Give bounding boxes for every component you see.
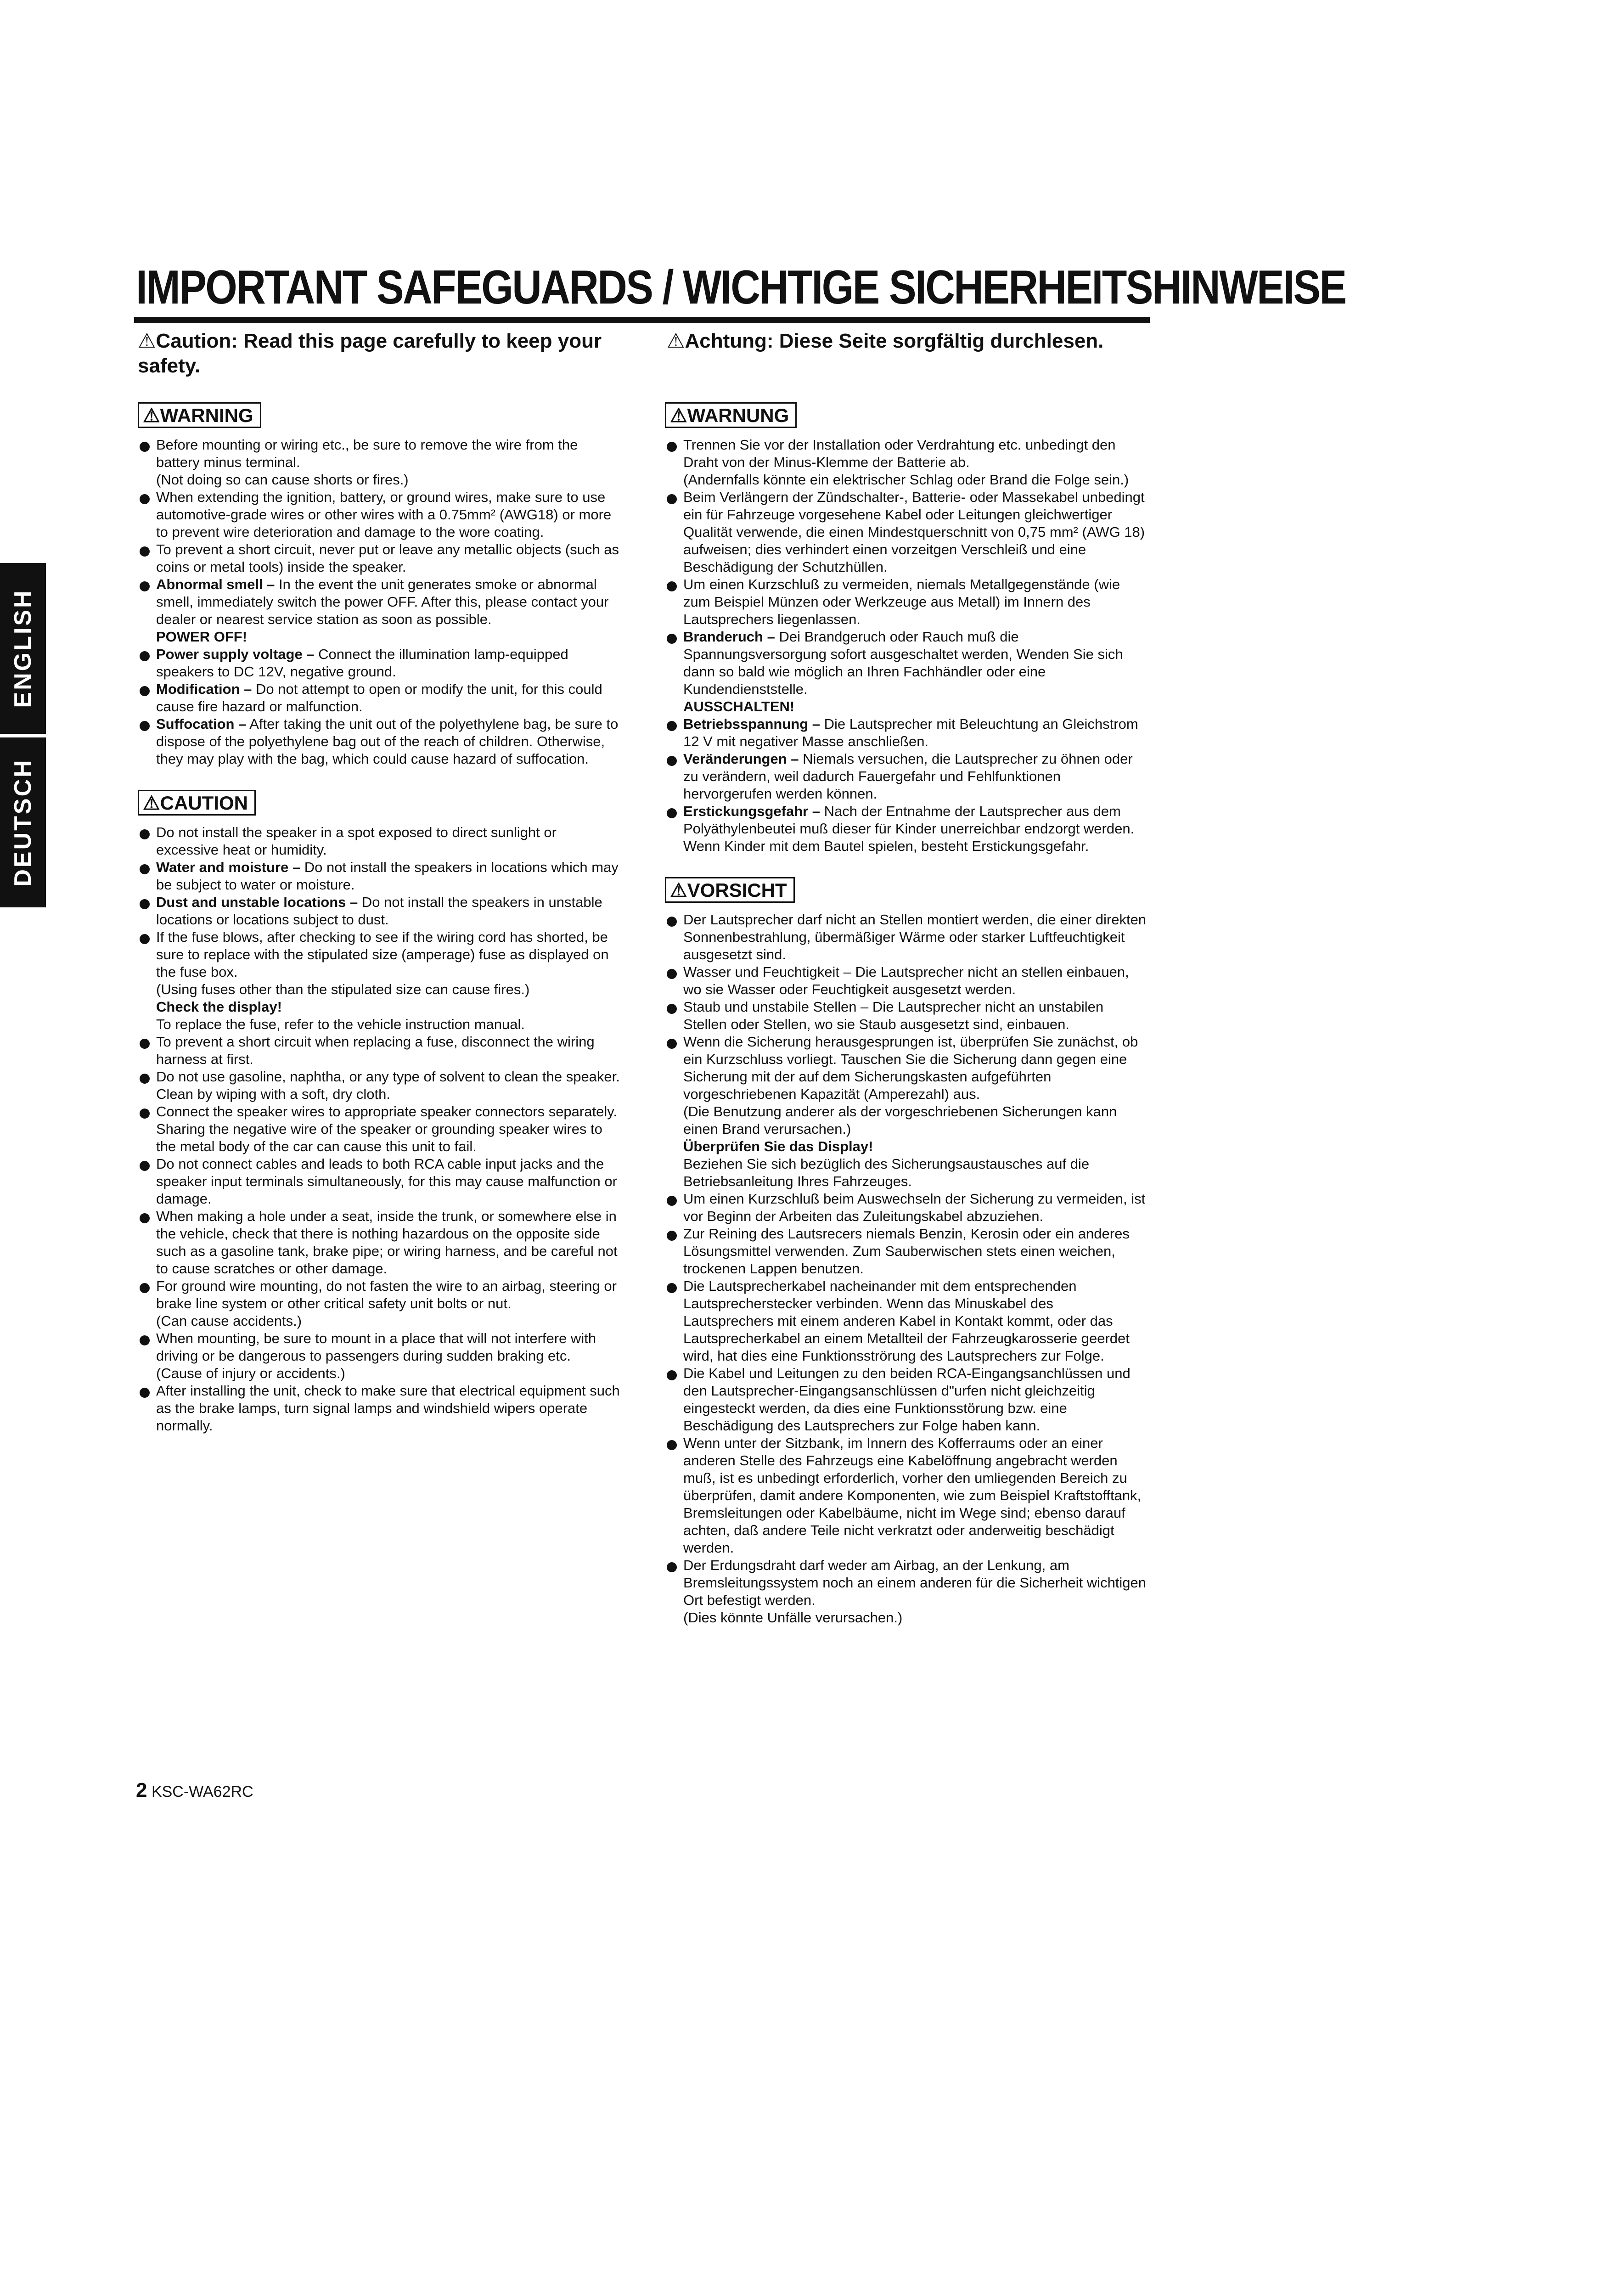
item-text: Wenn die Sicherung herausgesprungen ist, überprüfen Sie zunächst, ob ein Kurzschluss vorliegt. Tauschen Sie die Sicherung dann gegen eine Sicherung mit der auf dem Sicherungskasten aufgeführten vorgeschriebenen Kapazität (Amperezahl) aus. bbox=[683, 1034, 1138, 1102]
list-item bbox=[138, 1103, 620, 1155]
warning-triangle-icon: ⚠ bbox=[670, 879, 687, 901]
list-item bbox=[138, 859, 620, 894]
item-lead: Betriebsspannung – bbox=[683, 716, 820, 732]
item-text: Zur Reining des Lautsrecers niemals Benzin, Kerosin oder ein anderes Lösungsmittel verwenden. Zum Sauberwischen stets einen weichen, trockenen Lappen benutzen. bbox=[683, 1226, 1130, 1277]
list-item bbox=[665, 1277, 1147, 1365]
list-item bbox=[665, 1225, 1147, 1277]
item-note: Beziehen Sie sich bezüglich des Sicherungsaustausches auf die Betriebsanleitung Ihres Fahrzeuges. bbox=[683, 1156, 1090, 1189]
column-english bbox=[138, 402, 620, 1435]
warning-triangle-icon: ⚠ bbox=[143, 792, 160, 814]
item-lead: Suffocation – bbox=[156, 716, 247, 732]
warning-triangle-icon: ⚠ bbox=[670, 405, 687, 426]
list-item bbox=[665, 803, 1147, 855]
item-text: Beim Verlängern der Zündschalter-, Batterie- oder Massekabel unbedingt ein für Fahrzeuge vorgesehene Kabel oder Leitungen gleichwertiger Qualität verwende, die einen Mindestquerschnitt von 0,75 mm² (AWG 18) aufweisen; dies verhindert einen vorzeitgen Verschleiß und eine Beschädigung der Schutzhüllen. bbox=[683, 489, 1145, 575]
list-item bbox=[138, 1330, 620, 1382]
item-text: When making a hole under a seat, inside the trunk, or somewhere else in the vehicle, check that there is nothing hazardous on the opposite side such as a gasoline tank, brake pipe; or wiring harness, and be careful not to cause scratches or other damage. bbox=[156, 1208, 618, 1277]
caution-heading-en-text: Caution: Read this page carefully to keep your safety. bbox=[138, 330, 602, 377]
caution-list-en bbox=[138, 824, 620, 1435]
list-item bbox=[138, 894, 620, 929]
list-item bbox=[138, 715, 620, 768]
list-item bbox=[665, 911, 1147, 963]
list-item bbox=[665, 576, 1147, 628]
item-emphasis: POWER OFF! bbox=[156, 629, 248, 645]
caution-list-de bbox=[665, 911, 1147, 1626]
warning-triangle-icon: ⚠ bbox=[138, 330, 156, 352]
warning-label-en bbox=[138, 402, 261, 428]
item-emphasis: AUSSCHALTEN! bbox=[683, 698, 795, 715]
model-number: KSC-WA62RC bbox=[151, 1783, 253, 1801]
tab-english bbox=[0, 563, 46, 734]
column-deutsch bbox=[665, 402, 1147, 1626]
list-item bbox=[138, 646, 620, 681]
item-note: (Cause of injury or accidents.) bbox=[156, 1365, 345, 1381]
list-item bbox=[138, 929, 620, 1033]
list-item bbox=[665, 1033, 1147, 1190]
list-item bbox=[138, 1155, 620, 1208]
item-lead: Power supply voltage – bbox=[156, 646, 315, 662]
item-text: Niemals versuchen, die Lautsprecher zu öhnen oder zu verändern, weil dadurch Fauergefahr und Fehlfunktionen hervorgerufen werden können. bbox=[683, 751, 1133, 802]
list-item bbox=[665, 1435, 1147, 1557]
list-item bbox=[138, 824, 620, 859]
list-item bbox=[665, 998, 1147, 1033]
item-lead: Modification – bbox=[156, 681, 252, 697]
list-item bbox=[138, 541, 620, 576]
list-item bbox=[138, 1382, 620, 1435]
item-text: Der Erdungsdraht darf weder am Airbag, an der Lenkung, am Bremsleitungssystem noch an einem anderen für die Sicherheit wichtigen Ort befestigt werden. bbox=[683, 1557, 1147, 1608]
item-note: (Die Benutzung anderer als der vorgeschriebenen Sicherungen kann einen Brand verursachen.) bbox=[683, 1103, 1117, 1137]
item-text: Do not use gasoline, naphtha, or any type of solvent to clean the speaker. Clean by wiping with a soft, dry cloth. bbox=[156, 1069, 620, 1102]
list-item bbox=[138, 1208, 620, 1277]
caution-label-de-text: VORSICHT bbox=[687, 879, 787, 901]
warning-list-en bbox=[138, 436, 620, 768]
caution-heading-en bbox=[138, 329, 624, 378]
caution-label-en-text: CAUTION bbox=[160, 792, 248, 814]
list-item bbox=[138, 1277, 620, 1330]
item-text: To prevent a short circuit, never put or leave any metallic objects (such as coins or metal tools) inside the speaker. bbox=[156, 541, 619, 575]
item-lead: Water and moisture – bbox=[156, 859, 301, 875]
caution-label-de bbox=[665, 877, 795, 903]
warning-triangle-icon: ⚠ bbox=[143, 405, 160, 426]
item-note: (Can cause accidents.) bbox=[156, 1313, 302, 1329]
list-item bbox=[665, 436, 1147, 489]
item-text: For ground wire mounting, do not fasten the wire to an airbag, steering or brake line system or other critical safety unit bolts or nut. bbox=[156, 1278, 617, 1311]
list-item bbox=[665, 1365, 1147, 1435]
item-note: (Dies könnte Unfälle verursachen.) bbox=[683, 1609, 903, 1626]
item-text: When mounting, be sure to mount in a place that will not interfere with driving or be dangerous to passengers during sudden braking etc. bbox=[156, 1330, 596, 1364]
caution-heading-de-text: Achtung: Diese Seite sorgfältig durchlesen. bbox=[685, 330, 1104, 352]
list-item bbox=[665, 1557, 1147, 1626]
item-text: Die Kabel und Leitungen zu den beiden RCA-Eingangsanchlüssen und den Lautsprecher-Eingangsanschlüssen d"urfen nicht gleichzeitig eingesteckt werden, da dies eine Funktionsstörung bzw. eine Beschädigung des Lautsprechers zur Folge haben kann. bbox=[683, 1365, 1131, 1434]
item-text: Before mounting or wiring etc., be sure to remove the wire from the battery minus terminal. bbox=[156, 437, 578, 470]
item-text: Do not attempt to open or modify the unit, for this could cause fire hazard or malfunction. bbox=[156, 681, 602, 715]
tab-deutsch-label: DEUTSCH bbox=[10, 758, 36, 887]
list-item bbox=[138, 576, 620, 646]
item-text: Wenn unter der Sitzbank, im Innern des Kofferraums oder an einer anderen Stelle des Fahrzeugs eine Kabelöffnung angebracht werden muß, ist es unbedingt erforderlich, vorher den umliegenden Bereich zu überprüfen, damit andere Komponenten, wie zum Beispiel Kraftstofftank, Bremsleitungen oder Kabelbäume, nicht im Wege sind; ebenso darauf achten, daß andere Teile nicht verkratzt oder anderweitig beschädigt werden. bbox=[683, 1435, 1142, 1556]
title-rule bbox=[134, 317, 1150, 323]
item-text: If the fuse blows, after checking to see if the wiring cord has shorted, be sure to replace with the stipulated size (amperage) fuse as displayed on the fuse box. bbox=[156, 929, 609, 980]
item-text: Nach der Entnahme der Lautsprecher aus dem Polyäthylenbeutei muß dieser für Kinder unerreichbar endzorgt werden. Wenn Kinder mit dem Bautel spielen, besteht Erstickungsgefahr. bbox=[683, 803, 1135, 854]
tab-deutsch bbox=[0, 737, 46, 907]
tab-english-label: ENGLISH bbox=[10, 589, 36, 708]
item-text: Der Lautsprecher darf nicht an Stellen montiert werden, die einer direkten Sonnenbestrahlung, übermäßiger Wärme oder starker Luftfeuchtigkeit ausgesetzt sind. bbox=[683, 912, 1147, 962]
list-item bbox=[665, 963, 1147, 998]
warning-triangle-icon: ⚠ bbox=[667, 330, 685, 352]
item-text: Do not connect cables and leads to both RCA cable input jacks and the speaker input terminals simultaneously, for this may cause malfunction or damage. bbox=[156, 1156, 617, 1207]
item-text: After taking the unit out of the polyethylene bag, be sure to dispose of the polyethylene bag out of the reach of children. Otherwise, they may play with the bag, which could cause hazard of suffocation. bbox=[156, 716, 619, 767]
caution-label-en bbox=[138, 790, 256, 816]
item-note: (Using fuses other than the stipulated size can cause fires.) bbox=[156, 981, 530, 997]
list-item bbox=[138, 1033, 620, 1068]
item-text: Do not install the speakers in locations which may be subject to water or moisture. bbox=[156, 859, 619, 893]
item-text: Do not install the speakers in unstable locations or locations subject to dust. bbox=[156, 894, 602, 928]
item-text: Um einen Kurzschluß beim Auswechseln der Sicherung zu vermeiden, ist vor Beginn der Arbeiten das Zuleitungskabel abzuziehen. bbox=[683, 1191, 1146, 1224]
page-number: 2 bbox=[136, 1779, 147, 1801]
item-lead: Abnormal smell – bbox=[156, 576, 275, 592]
item-note: To replace the fuse, refer to the vehicle instruction manual. bbox=[156, 1016, 525, 1032]
item-note: (Andernfalls könnte ein elektrischer Schlag oder Brand die Folge sein.) bbox=[683, 472, 1129, 488]
list-item bbox=[665, 628, 1147, 715]
item-emphasis: Überprüfen Sie das Display! bbox=[683, 1138, 873, 1154]
list-item bbox=[138, 436, 620, 489]
list-item bbox=[665, 715, 1147, 750]
list-item bbox=[138, 1068, 620, 1103]
item-text: Um einen Kurzschluß zu vermeiden, niemals Metallgegenstände (wie zum Beispiel Münzen oder Werkzeuge aus Metall) im Innern des Lautsprechers liegenlassen. bbox=[683, 576, 1120, 627]
warning-label-de bbox=[665, 402, 797, 428]
item-lead: Erstickungsgefahr – bbox=[683, 803, 821, 819]
item-text: Connect the speaker wires to appropriate speaker connectors separately. Sharing the negative wire of the speaker or grounding speaker wires to the metal body of the car can cause this unit to fail. bbox=[156, 1103, 618, 1154]
item-lead: Veränderungen – bbox=[683, 751, 799, 767]
warning-label-en-text: WARNING bbox=[160, 405, 253, 426]
caution-heading-de bbox=[667, 329, 1153, 354]
item-text: Connect the illumination lamp-equipped speakers to DC 12V, negative ground. bbox=[156, 646, 568, 680]
item-text: After installing the unit, check to make sure that electrical equipment such as the brake lamps, turn signal lamps and windshield wipers operate normally. bbox=[156, 1383, 620, 1434]
item-text: Trennen Sie vor der Installation oder Verdrahtung etc. unbedingt den Draht von der Minus-Klemme der Batterie ab. bbox=[683, 437, 1116, 470]
item-text: When extending the ignition, battery, or ground wires, make sure to use automotive-grade wires or other wires with a 0.75mm² (AWG18) or more to prevent wire deterioration and damage to the wore coating. bbox=[156, 489, 612, 540]
warning-list-de bbox=[665, 436, 1147, 855]
item-text: Dei Brandgeruch oder Rauch muß die Spannungsversorgung sofort ausgeschaltet werden, Wenden Sie sich dann so bald wie möglich an Ihren Fachhändler oder eine Kundendienststelle. bbox=[683, 629, 1123, 697]
item-text: Staub und unstabile Stellen – Die Lautsprecher nicht an unstabilen Stellen oder Stellen, wo sie Staub ausgesetzt sind, einbauen. bbox=[683, 999, 1104, 1032]
item-note: (Not doing so can cause shorts or fires.) bbox=[156, 472, 409, 488]
page-footer bbox=[136, 1779, 253, 1802]
item-text: To prevent a short circuit when replacing a fuse, disconnect the wiring harness at first. bbox=[156, 1034, 595, 1067]
list-item bbox=[665, 750, 1147, 803]
item-text: Die Lautsprecherkabel nacheinander mit dem entsprechenden Lautsprecherstecker verbinden. Wenn das Minuskabel des Lautsprechers mit einem anderen Kabel in Kontakt kommt, oder das Lautsprecherkabel an einem Metallteil der Fahrzeugkarosserie geerdet wird, hat dies eine Funktionsströrung des Lautsprechers zur Folge. bbox=[683, 1278, 1130, 1364]
item-text: Do not install the speaker in a spot exposed to direct sunlight or excessive heat or humidity. bbox=[156, 824, 557, 858]
item-text: Wasser und Feuchtigkeit – Die Lautsprecher nicht an stellen einbauen, wo sie Wasser oder Feuchtigkeit ausgesetzt werden. bbox=[683, 964, 1129, 997]
page-title: IMPORTANT SAFEGUARDS / WICHTIGE SICHERHEITSHINWEISE bbox=[136, 261, 1346, 314]
warning-label-de-text: WARNUNG bbox=[687, 405, 789, 426]
item-lead: Branderuch – bbox=[683, 629, 775, 645]
item-emphasis: Check the display! bbox=[156, 999, 282, 1015]
item-text: Die Lautsprecher mit Beleuchtung an Gleichstrom 12 V mit negativer Masse anschließen. bbox=[683, 716, 1138, 749]
item-text: In the event the unit generates smoke or abnormal smell, immediately switch the power OFF. After this, please contact your dealer or nearest service station as soon as possible. bbox=[156, 576, 609, 627]
list-item bbox=[665, 489, 1147, 576]
list-item bbox=[665, 1190, 1147, 1225]
list-item bbox=[138, 489, 620, 541]
item-lead: Dust and unstable locations – bbox=[156, 894, 358, 910]
list-item bbox=[138, 681, 620, 715]
